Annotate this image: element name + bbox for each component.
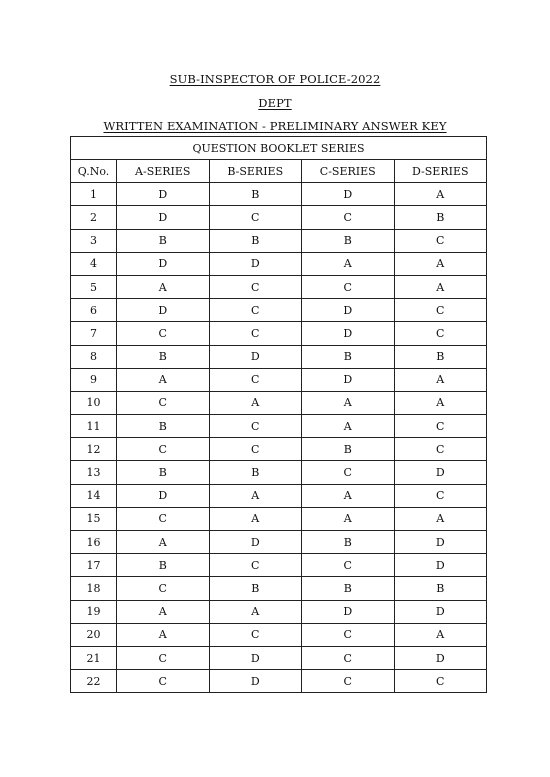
answer-key-table bbox=[70, 136, 487, 693]
table-row bbox=[71, 229, 487, 252]
question-number: 12 bbox=[71, 438, 117, 461]
b-series-answer: D bbox=[209, 531, 302, 554]
table-row bbox=[71, 600, 487, 623]
a-series-answer: B bbox=[117, 461, 210, 484]
table-row bbox=[71, 484, 487, 507]
question-number: 22 bbox=[71, 670, 117, 693]
d-series-answer: D bbox=[394, 646, 487, 669]
c-series-answer: A bbox=[302, 507, 395, 530]
question-number: 2 bbox=[71, 206, 117, 229]
a-series-answer: B bbox=[117, 415, 210, 438]
a-series-answer: C bbox=[117, 438, 210, 461]
table-row bbox=[71, 554, 487, 577]
d-series-answer: A bbox=[394, 507, 487, 530]
answer-rows bbox=[71, 183, 487, 693]
table-row bbox=[71, 345, 487, 368]
c-series-answer: A bbox=[302, 415, 395, 438]
booklet-series-title: QUESTION BOOKLET SERIES bbox=[71, 137, 487, 160]
d-series-answer: A bbox=[394, 252, 487, 275]
c-series-answer: D bbox=[302, 183, 395, 206]
b-series-answer: C bbox=[209, 275, 302, 298]
table-row bbox=[71, 299, 487, 322]
table-row bbox=[71, 623, 487, 646]
question-number: 11 bbox=[71, 415, 117, 438]
d-series-answer: C bbox=[394, 484, 487, 507]
b-series-answer: B bbox=[209, 183, 302, 206]
c-series-answer: C bbox=[302, 275, 395, 298]
series-title-row bbox=[71, 137, 487, 160]
b-series-answer: D bbox=[209, 345, 302, 368]
b-series-answer: C bbox=[209, 368, 302, 391]
b-series-answer: B bbox=[209, 461, 302, 484]
question-number: 13 bbox=[71, 461, 117, 484]
question-number: 15 bbox=[71, 507, 117, 530]
table-row bbox=[71, 461, 487, 484]
question-number: 7 bbox=[71, 322, 117, 345]
table-row bbox=[71, 183, 487, 206]
department-heading: DEPT bbox=[258, 96, 292, 110]
c-series-answer: D bbox=[302, 322, 395, 345]
table-row bbox=[71, 670, 487, 693]
d-series-answer: B bbox=[394, 345, 487, 368]
d-series-answer: A bbox=[394, 623, 487, 646]
d-series-answer: A bbox=[394, 183, 487, 206]
a-series-answer: A bbox=[117, 368, 210, 391]
b-series-answer: C bbox=[209, 623, 302, 646]
d-series-answer: B bbox=[394, 577, 487, 600]
c-series-answer: B bbox=[302, 229, 395, 252]
d-series-answer: A bbox=[394, 275, 487, 298]
question-number: 1 bbox=[71, 183, 117, 206]
answer-key-heading: WRITTEN EXAMINATION - PRELIMINARY ANSWER KEY bbox=[103, 119, 447, 133]
c-series-answer: B bbox=[302, 531, 395, 554]
question-number: 18 bbox=[71, 577, 117, 600]
question-number: 19 bbox=[71, 600, 117, 623]
table-row bbox=[71, 415, 487, 438]
question-number: 20 bbox=[71, 623, 117, 646]
b-series-answer: A bbox=[209, 507, 302, 530]
a-series-answer: A bbox=[117, 600, 210, 623]
c-series-answer: B bbox=[302, 345, 395, 368]
a-series-answer: D bbox=[117, 252, 210, 275]
b-series-answer: D bbox=[209, 252, 302, 275]
table-row bbox=[71, 322, 487, 345]
column-header-d-series: D-SERIES bbox=[394, 160, 487, 183]
b-series-answer: D bbox=[209, 670, 302, 693]
table-row bbox=[71, 646, 487, 669]
a-series-answer: B bbox=[117, 229, 210, 252]
a-series-answer: D bbox=[117, 206, 210, 229]
b-series-answer: A bbox=[209, 484, 302, 507]
b-series-answer: C bbox=[209, 299, 302, 322]
a-series-answer: A bbox=[117, 531, 210, 554]
c-series-answer: D bbox=[302, 299, 395, 322]
table-row bbox=[71, 438, 487, 461]
a-series-answer: A bbox=[117, 275, 210, 298]
a-series-answer: C bbox=[117, 577, 210, 600]
d-series-answer: C bbox=[394, 322, 487, 345]
d-series-answer: C bbox=[394, 229, 487, 252]
b-series-answer: C bbox=[209, 206, 302, 229]
c-series-answer: C bbox=[302, 670, 395, 693]
question-number: 4 bbox=[71, 252, 117, 275]
c-series-answer: C bbox=[302, 461, 395, 484]
table-row bbox=[71, 531, 487, 554]
column-header-b-series: B-SERIES bbox=[209, 160, 302, 183]
a-series-answer: C bbox=[117, 646, 210, 669]
b-series-answer: B bbox=[209, 577, 302, 600]
a-series-answer: A bbox=[117, 623, 210, 646]
column-header-row bbox=[71, 160, 487, 183]
a-series-answer: B bbox=[117, 554, 210, 577]
b-series-answer: C bbox=[209, 554, 302, 577]
question-number: 6 bbox=[71, 299, 117, 322]
question-number: 10 bbox=[71, 391, 117, 414]
a-series-answer: C bbox=[117, 391, 210, 414]
table-row bbox=[71, 206, 487, 229]
b-series-answer: D bbox=[209, 646, 302, 669]
d-series-answer: C bbox=[394, 299, 487, 322]
a-series-answer: B bbox=[117, 345, 210, 368]
table-row bbox=[71, 391, 487, 414]
c-series-answer: D bbox=[302, 368, 395, 391]
exam-title: SUB-INSPECTOR OF POLICE-2022 bbox=[169, 72, 381, 86]
table-row bbox=[71, 507, 487, 530]
question-number: 17 bbox=[71, 554, 117, 577]
a-series-answer: C bbox=[117, 322, 210, 345]
c-series-answer: A bbox=[302, 484, 395, 507]
d-series-answer: A bbox=[394, 391, 487, 414]
question-number: 16 bbox=[71, 531, 117, 554]
b-series-answer: A bbox=[209, 600, 302, 623]
b-series-answer: C bbox=[209, 438, 302, 461]
b-series-answer: A bbox=[209, 391, 302, 414]
c-series-answer: B bbox=[302, 438, 395, 461]
table-row bbox=[71, 275, 487, 298]
d-series-answer: B bbox=[394, 206, 487, 229]
question-number: 9 bbox=[71, 368, 117, 391]
question-number: 8 bbox=[71, 345, 117, 368]
d-series-answer: D bbox=[394, 461, 487, 484]
table-row bbox=[71, 252, 487, 275]
a-series-answer: D bbox=[117, 183, 210, 206]
c-series-answer: A bbox=[302, 391, 395, 414]
b-series-answer: B bbox=[209, 229, 302, 252]
column-header-c-series: C-SERIES bbox=[302, 160, 395, 183]
d-series-answer: D bbox=[394, 531, 487, 554]
question-number: 5 bbox=[71, 275, 117, 298]
a-series-answer: C bbox=[117, 670, 210, 693]
c-series-answer: C bbox=[302, 554, 395, 577]
b-series-answer: C bbox=[209, 415, 302, 438]
column-header-qno: Q.No. bbox=[71, 160, 117, 183]
column-header-a-series: A-SERIES bbox=[117, 160, 210, 183]
question-number: 3 bbox=[71, 229, 117, 252]
a-series-answer: D bbox=[117, 299, 210, 322]
c-series-answer: C bbox=[302, 646, 395, 669]
d-series-answer: A bbox=[394, 368, 487, 391]
c-series-answer: A bbox=[302, 252, 395, 275]
d-series-answer: C bbox=[394, 670, 487, 693]
d-series-answer: C bbox=[394, 438, 487, 461]
c-series-answer: C bbox=[302, 206, 395, 229]
table-row bbox=[71, 577, 487, 600]
c-series-answer: C bbox=[302, 623, 395, 646]
question-number: 14 bbox=[71, 484, 117, 507]
a-series-answer: D bbox=[117, 484, 210, 507]
table-row bbox=[71, 368, 487, 391]
question-number: 21 bbox=[71, 646, 117, 669]
b-series-answer: C bbox=[209, 322, 302, 345]
c-series-answer: B bbox=[302, 577, 395, 600]
d-series-answer: D bbox=[394, 600, 487, 623]
d-series-answer: D bbox=[394, 554, 487, 577]
d-series-answer: C bbox=[394, 415, 487, 438]
c-series-answer: D bbox=[302, 600, 395, 623]
a-series-answer: C bbox=[117, 507, 210, 530]
